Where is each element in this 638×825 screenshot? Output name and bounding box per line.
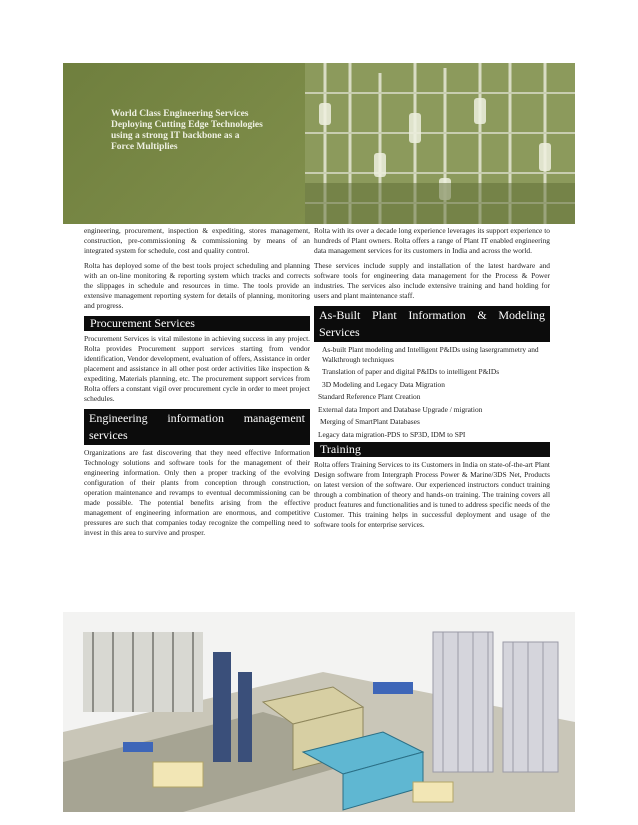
hero-line: using a strong IT backbone as a [111, 131, 240, 141]
as-built-list [314, 345, 550, 439]
list-item: Standard Reference Plant Creation [318, 392, 421, 401]
intro-paragraph: Rolta has deployed some of the best tools project scheduling and planning with an on-line monitoring & reporting system which tracks and corrects the slippages in schedule and resources in time. The tools provide an extensive management reporting system for details of planning, monitoring and progress. [84, 261, 310, 310]
as-built-heading: As-Built Plant Information & Modeling Services [314, 306, 550, 342]
list-item: Legacy data migration-PDS to SP3D, IDM to SPI [318, 429, 466, 439]
list-item: 3D Modeling and Legacy Data Migration [322, 379, 445, 389]
hero-line: Deploying Cutting Edge Technologies [111, 120, 263, 130]
hero-banner [63, 63, 575, 224]
list-item: As-built Plant modeling and Intelligent P&IDs using lasergrammetry and Walkthrough techniques [322, 345, 539, 364]
hero-line: World Class Engineering Services [111, 109, 249, 119]
intro-paragraph: These services include supply and installation of the latest hardware and software tools for engineering data management for the Process & Power industries. The services also include extensive training and hand holding for users and plant maintenance staff. [314, 261, 550, 300]
plant-piping-image [305, 63, 575, 224]
list-item: Merging of SmartPlant Databases [320, 417, 420, 426]
hero-line: Force Multiplies [111, 142, 178, 152]
left-column [84, 226, 310, 543]
right-column [314, 226, 550, 535]
hero-tagline [111, 109, 263, 153]
training-heading: Training [314, 442, 550, 457]
training-body: Rolta offers Training Services to its Customers in India on state-of-the-art Plant Design software from Intergraph Process Power & Marine/3DS Net, Products on latest version of the software. Our experienced instructors conduct training through a combination of theory and hands-on training. The training covers all product features and functionalities and is tuned to address specific needs of the Customer. This training helps in successful deployment and usage of the software tools for enterprise services. [314, 460, 551, 529]
list-item: External data Import and Database Upgrade / migration [318, 404, 483, 414]
list-item: Translation of paper and digital P&IDs to intelligent P&IDs [322, 367, 500, 376]
intro-paragraph: Rolta with its over a decade long experience leverages its support experience to hundreds of Plant owners. Rolta offers a range of Plant IT enabled engineering data management services for its customers in India and across the world. [314, 226, 550, 255]
engineering-info-heading: Engineering information management services [84, 409, 310, 445]
plant-3d-model-image [63, 612, 575, 812]
procurement-body: Procurement Services is vital milestone in achieving success in any project. Rolta provides Procurement support services starting from vendor identification, Vendor development, evaluation of offers, Assistance in order placement and assistance in all other post order activities like inspection & expediting, Materials planning, etc. The procurement support services from Rolta offers a constant vigil over procurement cycle in order to meet project schedules. [84, 334, 310, 403]
procurement-heading: Procurement Services [84, 316, 310, 331]
intro-paragraph: engineering, procurement, inspection & expediting, stores management, construction, pre-commissioning & commissioning by means of an integrated system for schedule, cost and quality control. [84, 226, 310, 255]
engineering-info-body: Organizations are fast discovering that they need effective Information Technology solutions and software tools for the management of their engineering information. Only then a proper tracking of the evolving configuration of their plants from conception through construction, operation maintenance and revamps to eventual decommissioning can be made possible. The potential benefits arising from the effective management of engineering information are enormous, and competitive pressures are such that companies today recognize the compelling need to invest in this area to survive and prosper. [84, 448, 310, 537]
plant-3d-render [63, 612, 575, 812]
